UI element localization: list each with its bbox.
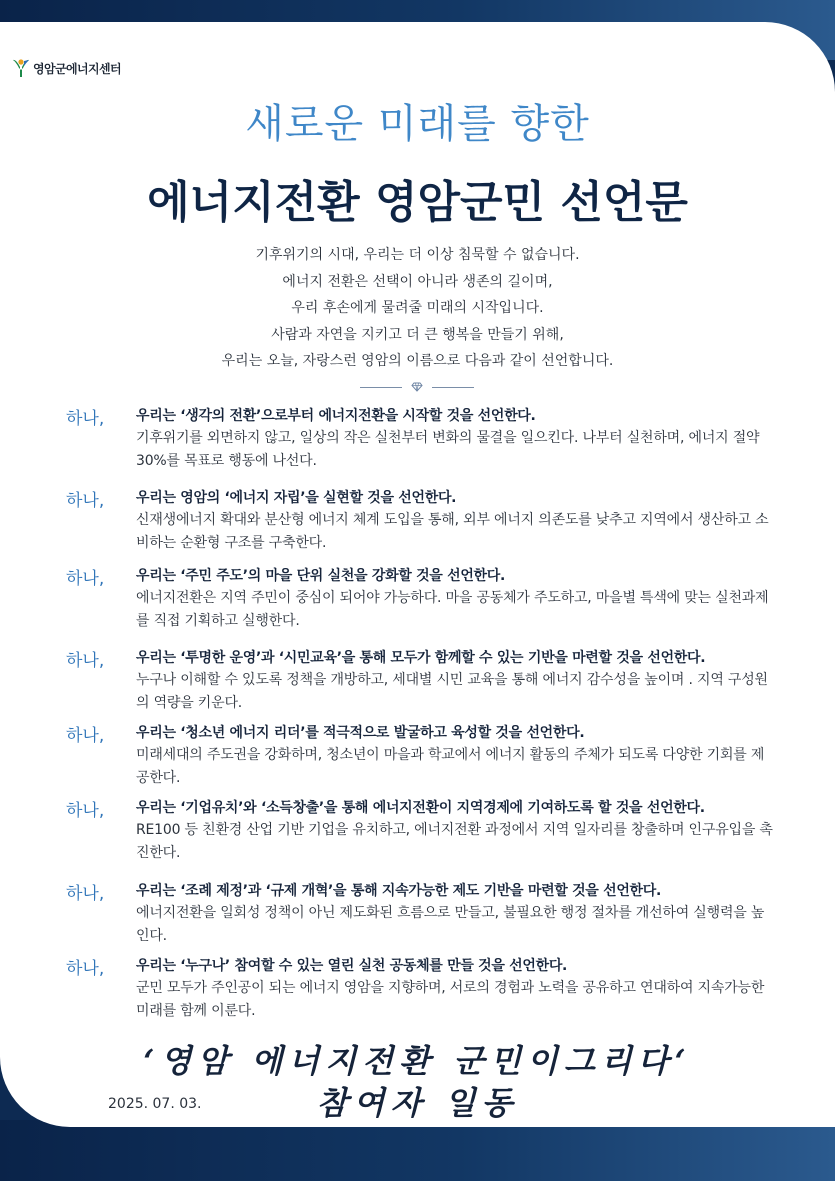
title-line-2: 에너지전환 영암군민 선언문 [147,177,688,228]
section-divider [360,380,474,394]
declaration-body: 누구나 이해할 수 있도록 정책을 개방하고, 세대별 시민 교육을 통해 에너지 감수성을 높이며 . 지역 구성원의 역량을 키운다. [136,672,768,711]
declaration-marker: 하나, [66,651,105,671]
declaration-marker: 하나, [66,884,105,904]
title-line-1: 새로운 미래를 향한 [245,101,590,147]
intro-line: 우리는 오늘, 자랑스런 영암의 이름으로 다음과 같이 선언합니다. [221,353,614,369]
declaration-marker: 하나, [66,801,105,821]
declaration-body: 에너지전환을 일회성 정책이 아닌 제도화된 흐름으로 만들고, 불필요한 행정 절차를 개선하여 실행력을 높인다. [136,905,765,944]
diamond-icon [411,382,423,392]
divider-line [432,387,474,388]
declaration-date: 2025. 07. 03. [108,1096,202,1112]
footer-band [0,1120,835,1181]
declaration-heading: 우리는 ‘투명한 운영’과 ‘시민교육’을 통해 모두가 함께할 수 있는 기반을 마련할 것을 선언한다. [136,650,706,666]
declaration-marker: 하나, [66,959,105,979]
declaration-heading: 우리는 ‘주민 주도’의 마을 단위 실천을 강화할 것을 선언한다. [136,568,506,584]
declaration-marker: 하나, [66,726,105,746]
declaration-body: RE100 등 친환경 산업 기반 기업을 유치하고, 에너지전환 과정에서 지역 일자리를 창출하며 인구유입을 촉진한다. [136,822,773,861]
divider-line [360,387,402,388]
intro-line: 기후위기의 시대, 우리는 더 이상 침묵할 수 없습니다. [255,247,580,263]
declaration-body: 신재생에너지 확대와 분산형 에너지 체계 도입을 통해, 외부 에너지 의존도를 낮추고 지역에서 생산하고 소비하는 순환형 구조를 구축한다. [136,512,769,551]
intro-line: 사람과 자연을 지키고 더 큰 행복을 만들기 위해, [271,326,564,343]
intro-paragraph [0,242,835,375]
declaration-heading: 우리는 ‘기업유치’와 ‘소득창출’을 통해 에너지전환이 지역경제에 기여하도록 할 것을 선언한다. [136,800,705,816]
declaration-marker: 하나, [66,409,105,429]
declaration-marker: 하나, [66,491,105,511]
intro-line: 에너지 전환은 선택이 아니라 생존의 길이며, [282,273,553,290]
declaration-heading: 우리는 ‘생각의 전환’으로부터 에너지전환을 시작할 것을 선언한다. [136,408,536,424]
closing-line-2: 참여자 일동 [316,1084,519,1122]
logo [12,57,121,79]
declaration-heading: 우리는 ‘조례 제정’과 ‘규제 개혁’을 통해 지속가능한 제도 기반을 마련할 것을 선언한다. [136,883,662,899]
logo-text: 영암군에너지센터 [33,61,121,76]
declaration-marker: 하나, [66,569,105,589]
declaration-body: 미래세대의 주도권을 강화하며, 청소년이 마을과 학교에서 에너지 활동의 주체가 되도록 다양한 기회를 제공한다. [136,747,765,786]
intro-line: 우리 후손에게 물려줄 미래의 시작입니다. [291,300,544,316]
declaration-body: 기후위기를 외면하지 않고, 일상의 작은 실천부터 변화의 물결을 일으킨다. 나부터 실천하며, 에너지 절약 30%를 목표로 행동에 나선다. [136,430,760,469]
declaration-body: 에너지전환은 지역 주민이 중심이 되어야 가능하다. 마을 공동체가 주도하고, 마을별 특색에 맞는 실천과제를 직접 기획하고 실행한다. [136,590,769,629]
declaration-heading: 우리는 ‘누구나’ 참여할 수 있는 열린 실천 공동체를 만들 것을 선언한다. [136,958,568,974]
declaration-heading: 우리는 ‘청소년 에너지 리더’를 적극적으로 발굴하고 육성할 것을 선언한다. [136,725,585,741]
declaration-body: 군민 모두가 주인공이 되는 에너지 영암을 지향하며, 서로의 경험과 노력을 공유하고 연대하여 지속가능한 미래를 함께 이룬다. [136,980,765,1019]
closing-line-1: ‘영암 에너지전환 군민이그리다‘ [143,1042,692,1080]
yeongam-logo-icon [12,58,30,78]
declaration-heading: 우리는 영암의 ‘에너지 자립’을 실현할 것을 선언한다. [136,490,457,506]
